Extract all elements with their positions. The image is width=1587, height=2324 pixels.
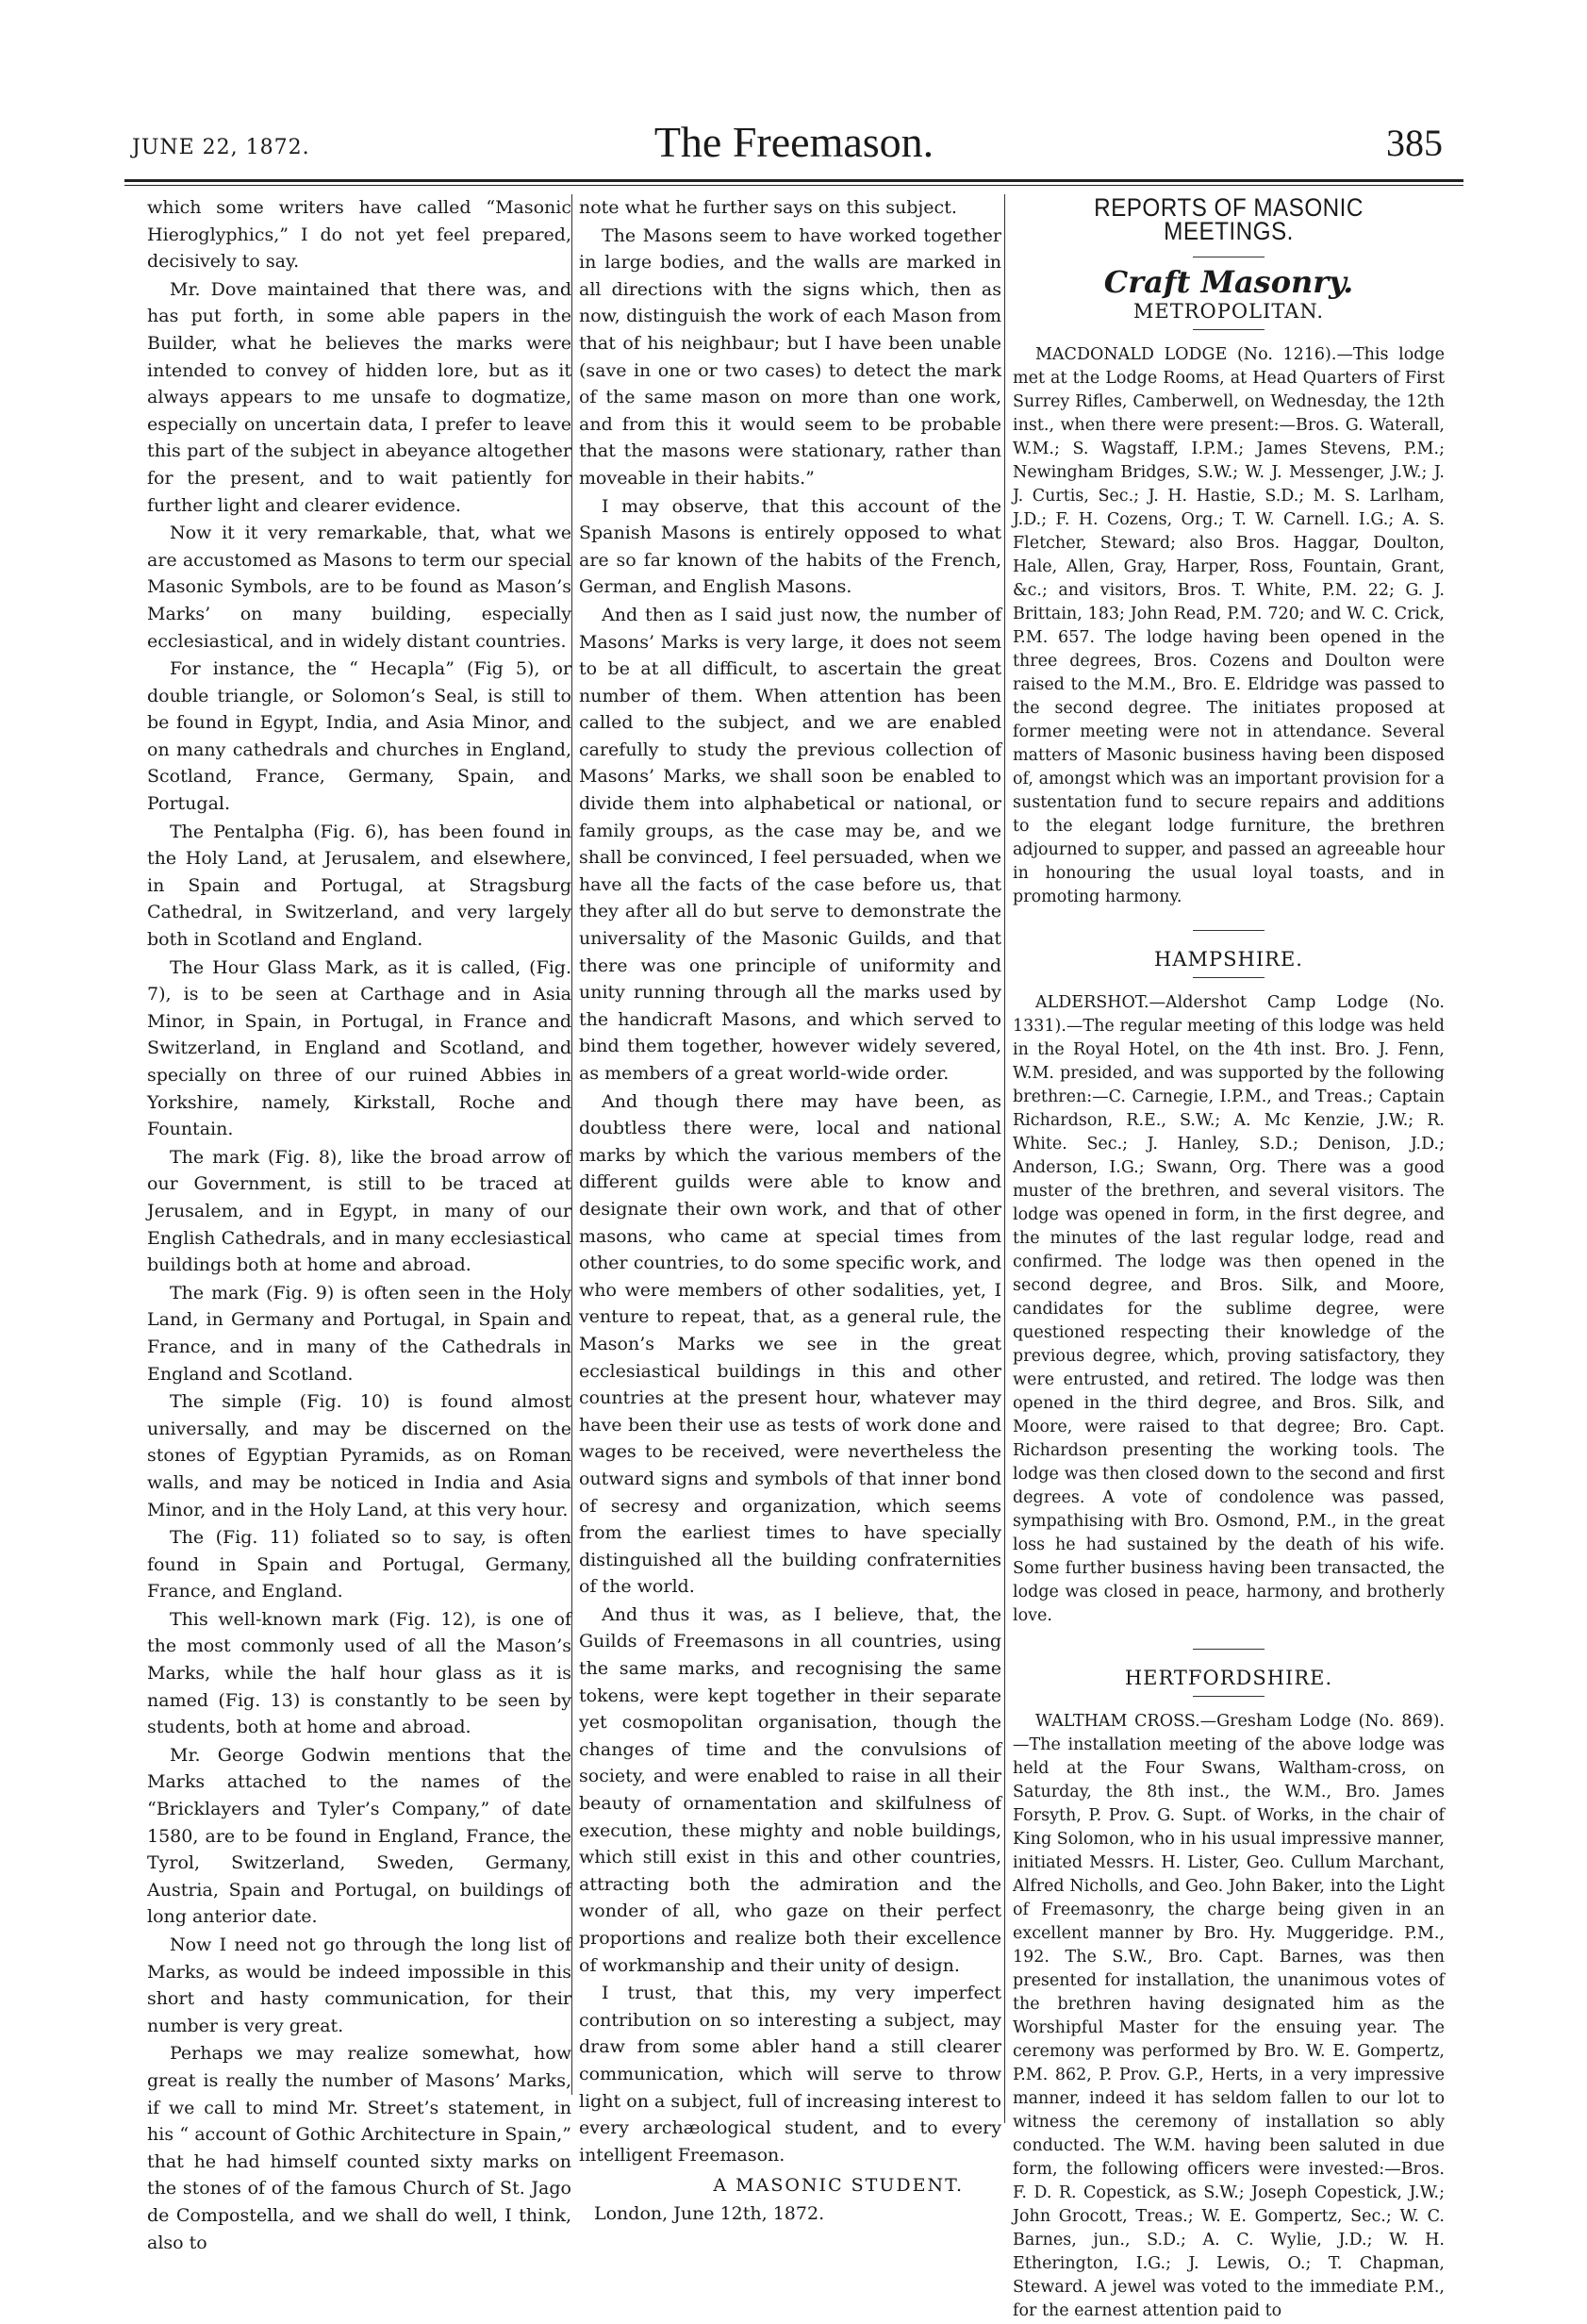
paragraph: The Hour Glass Mark, as it is called, (Fig. 7), is to be seen at Carthage and in Asia Minor, in Spain, in Portugal, in France and Switzerland, in England and Scotland, and specially on three of our ruined Abbies in Yorkshire, namely, Kirkstall, Roche and Fountain. — [147, 956, 571, 1140]
paragraph: Mr. Dove maintained that there was, and has put forth, in some able papers in the Builder, what he believes the marks were intended to convey of hidden lore, but as it always appears to me unsafe to dogmatize, especially on uncertain data, I prefer to leave this part of the subject in abeyance altogether for the present, and to wait patiently for further light and clearer evidence. — [147, 278, 571, 516]
paragraph: The Pentalpha (Fig. 6), has been found in the Holy Land, at Jerusalem, and elsewhere, in Spain and Portugal, at Stragsburg Cathedral, in Switzerland, and very largely both in Scotland and England. — [147, 821, 571, 951]
section-rule — [1193, 329, 1265, 330]
section-heading-hertfordshire: HERTFORDSHIRE. — [1124, 1667, 1333, 1689]
paragraph: The simple (Fig. 10) is found almost universally, and may be discerned on the stones of Egyptian Pyramids, as on Roman walls, and may be noticed in India and Asia Minor, and in the Holy Land, at this very hour. — [147, 1391, 571, 1520]
publication-title: The Freemason. — [653, 118, 934, 166]
paragraph: Perhaps we may realize somewhat, how great is really the number of Masons’ Marks, if we call to mind Mr. Street’s statement, in his “ account of Gothic Architecture in Spain,” that he had himself counted sixty marks on the stones of of the famous Church of St. Jago de Compostella, and we shall do well, I think, also to — [147, 2043, 571, 2253]
report-hertfordshire: WALTHAM CROSS.—Gresham Lodge (No. 869).—The installation meeting of the above lodge was held at the Four Swans, Waltham-cross, on Saturday, the 8th inst., the W.M., Bro. James Forsyth, P. Prov. G. Supt. of Works, in the chair of King Solomon, who in his usual impressive manner, initiated Messrs. H. Lister, Geo. Cullum Marchant, Alfred Nicholls, and Geo. John Baker, into the Light of Freemasonry, the charge being given in an excellent manner by Bro. Hy. Muggeridge. P.M., 192. The S.W., Bro. Capt. Barnes, was then presented for installation, the unanimous votes of the brethren having designated him as the Worshipful Master for the ensuing year. The ceremony was performed by Bro. W. E. Gompertz, P.M. 862, P. Prov. G.P., Herts, in a very impressive manner, indeed it has seldom fallen to our lot to witness the ceremony of installation so ably conducted. The W.M. having been saluted in due form, the following officers were invested:—Bros. F. D. R. Copestick, as S.W.; Joseph Copestick, J.W.; John Grocott, Treas.; W. E. Gompertz, Sec.; W. C. Barnes, jun., S.D.; A. C. Wylie, J.D.; W. H. Etherington, I.G.; J. Lewis, O.; T. Chapman, Steward. A jewel was voted to the immediate P.M., for the earnest attention paid to — [1013, 1712, 1445, 2320]
section-heading-metropolitan: METROPOLITAN. — [1132, 300, 1325, 323]
report-hampshire: ALDERSHOT.—Aldershot Camp Lodge (No. 1331).—The regular meeting of this lodge was held in the Royal Hotel, on the 4th inst. Bro. J. Fenn, W.M. presided, and was supported by the following brethren:—C. Carnegie, I.P.M., and Treas.; Captain Richardson, R.E., S.W.; A. Mc Kenzie, J.W.; R. White. Sec.; J. Hanley, S.D.; Denison, J.D.; Anderson, I.G.; Swann, Org. There was a good muster of the brethren, and several visitors. The lodge was opened in form, in the first degree, and the minutes of the last regular lodge, read and confirmed. The lodge was then opened in the second degree, and Bros. Silk, and Moore, candidates for the sublime degree, were questioned respecting their knowledge of the previous degree, which, proving satisfactory, they were entrusted, and retired. The lodge was then opened in the third degree, and Bros. Silk, and Moore, were raised to that degree; Bro. Capt. Richardson presenting the working tools. The lodge was then closed down to the second and first degrees. A vote of condolence was passed, sympathising with Bro. Osmond, P.M., in the great loss he had sustained by the death of his wife. Some further business having been transacted, the lodge was closed in peace, harmony, and brotherly love. — [1013, 993, 1445, 1625]
author-signature: A MASONIC STUDENT. — [713, 2175, 964, 2197]
masthead-rule-thin — [124, 185, 1463, 186]
paragraph: And thus it was, as I believe, that, the Guilds of Freemasons in all countries, using the same marks, and recognising the same tokens, were kept together in their separate yet cosmopolitan organisation, though the changes of time and the convulsions of society, and were enabled to raise in all their beauty of ornamentation and skilfulness of execution, these mighty and noble buildings, which still exist in this and other countries, attracting both the admiration and the wonder of all, who gaze on their perfect proportions and realize both their excellence of workmanship and their unity of design. — [579, 1603, 1001, 1976]
paragraph: note what he further says on this subject. — [579, 197, 957, 218]
paragraph: which some writers have called “Masonic Hieroglyphics,” I do not yet feel prepared, decisively to say. — [147, 197, 571, 273]
section-divider — [1193, 1649, 1265, 1650]
craft-masonry-heading: Craft Masonry. — [1103, 264, 1354, 300]
paragraph: Now I need not go through the long list of Marks, as would be indeed impossible in this short and hasty communication, for their number is very great. — [147, 1934, 571, 2036]
section-rule — [1193, 1696, 1265, 1697]
section-rule — [1193, 977, 1265, 978]
masthead-rule-thick — [124, 179, 1463, 182]
page-number: 385 — [1386, 122, 1443, 164]
reports-heading: REPORTS OF MASONIC MEETINGS. — [1094, 193, 1364, 245]
masthead — [124, 111, 1463, 177]
paragraph: I trust, that this, my very imperfect contribution on so interesting a subject, may draw from some abler hand a still clearer communication, which will serve to throw light on a subject, full of increasing interest to every archæological student, and to every intelligent Freemason. — [579, 1983, 1001, 2166]
paragraph: The mark (Fig. 8), like the broad arrow of our Government, is still to be traced at Jerusalem, and in Egypt, in many of our English Cathedrals, and in many ecclesiastical buildings both at home and abroad. — [147, 1146, 571, 1276]
paragraph: Mr. George Godwin mentions that the Marks attached to the names of the “Bricklayers and Tyler’s Company,” of date 1580, are to be found in England, France, the Tyrol, Switzerland, Sweden, Germany, Austria, Spain and Portugal, on buildings of long anterior date. — [147, 1744, 571, 1928]
paragraph: Now it it very remarkable, that, what we are accustomed as Masons to term our special Masonic Symbols, are to be found as Mason’s Marks’ on many building, especially ecclesiastical, and in widely distant countries. — [147, 523, 571, 652]
column-1 — [147, 194, 571, 2257]
dateline: London, June 12th, 1872. — [594, 2202, 825, 2224]
paragraph: This well-known mark (Fig. 12), is one of the most commonly used of all the Mason’s Marks, while the half hour glass as it is named (Fig. 13) is constantly to be seen by students, both at home and abroad. — [147, 1608, 571, 1738]
section-divider — [1193, 930, 1265, 931]
issue-date: JUNE 22, 1872. — [132, 136, 310, 159]
paragraph: For instance, the “ Hecapla” (Fig 5), or double triangle, or Solomon’s Seal, is still to be found in Egypt, India, and Asia Minor, and on many cathedrals and churches in England, Scotland, France, Germany, Spain, and Portugal. — [147, 658, 571, 815]
column-divider-1 — [571, 194, 572, 2095]
section-heading-hampshire: HAMPSHIRE. — [1154, 948, 1303, 971]
paragraph: I may observe, that this account of the Spanish Masons is entirely opposed to what are so far known of the habits of the French, German, and English Masons. — [579, 495, 1001, 598]
report-metropolitan: MACDONALD LODGE (No. 1216).—This lodge met at the Lodge Rooms, at Head Quarters of First Surrey Rifles, Camberwell, on Wednesday, the 12th inst., when there were present:—Bros. G. Waterall, W.M.; S. Wagstaff, I.P.M.; James Stevens, P.M.; Newingham Bridges, S.W.; W. J. Messenger, J.W.; J. J. Curtis, Sec.; J. H. Hastie, S.D.; M. S. Larlham, J.D.; F. H. Cozens, Org.; T. W. Carnell. I.G.; A. S. Fletcher, Steward; also Bros. Haggar, Doulton, Hale, Allen, Gray, Harper, Ross, Fountain, Grant, &c.; and visitors, Bros. T. White, P.M. 22; G. J. Brittain, 183; John Read, P.M. 720; and W. C. Crick, P.M. 657. The lodge having been opened in the three degrees, Bros. Cozens and Doulton were raised to the M.M., Bro. E. Eldridge was passed to the second degree. The initiates proposed at former meeting were not in attendance. Several matters of Masonic business having been disposed of, amongst which was an important provision for a sustentation fund to secure repairs and additions to the elegant lodge furniture, the brethren adjourned to supper, and passed an agreeable hour in honouring the usual loyal toasts, and in promoting harmony. — [1013, 345, 1445, 906]
column-divider-2 — [1004, 194, 1005, 2123]
paragraph: The (Fig. 11) foliated so to say, is often found in Spain and Portugal, Germany, France, and England. — [147, 1527, 571, 1602]
paragraph: And then as I said just now, the number of Masons’ Marks is very large, it does not seem to be at all difficult, to ascertain the great number of them. When attention has been called to the subject, and we are enabled carefully to study the previous collection of Masons’ Marks, we shall soon be enabled to divide them into alphabetical or national, or family groups, as the case may be, and we shall be convinced, I feel persuaded, when we have all the facts of the case before us, that they after all do but serve to demonstrate the universality of the Masonic Guilds, and that there was one principle of uniformity and unity running through all the marks used by the handicraft Masons, and which served to bind them together, however widely severed, as members of a great world-wide order. — [579, 604, 1001, 1084]
column-3 — [1013, 194, 1445, 2324]
column-2 — [579, 194, 1001, 2229]
paragraph: The Masons seem to have worked together in large bodies, and the walls are marked in all directions with the signs which, then as now, distinguish the work of each Mason from that of his neighbaur; but I have been unable (save in one or two cases) to detect the mark of the same mason on more than one work, and from this it would seem to be probable that the masons were stationary, rather than moveable in their habits.” — [579, 224, 1001, 489]
paragraph: And though there may have been, as doubtless there were, local and national marks by which the various members of the different guilds were able to know and designate their own work, and that of other masons, who came at special times from other countries, to do some specific work, and who were members of other sodalities, yet, I venture to repeat, that, as a general rule, the Mason’s Marks we see in the great ecclesiastical buildings in this and other countries at the present hour, whatever may have been their use as tests of work done and wages to be received, were nevertheless the outward signs and symbols of that inner bond of secresy and organization, which seems from the earliest times to have specially distinguished all the building confraternities of the world. — [579, 1090, 1001, 1598]
paragraph: The mark (Fig. 9) is often seen in the Holy Land, in Germany and Portugal, in Spain and France, and in many of the Cathedrals in England and Scotland. — [147, 1282, 571, 1385]
